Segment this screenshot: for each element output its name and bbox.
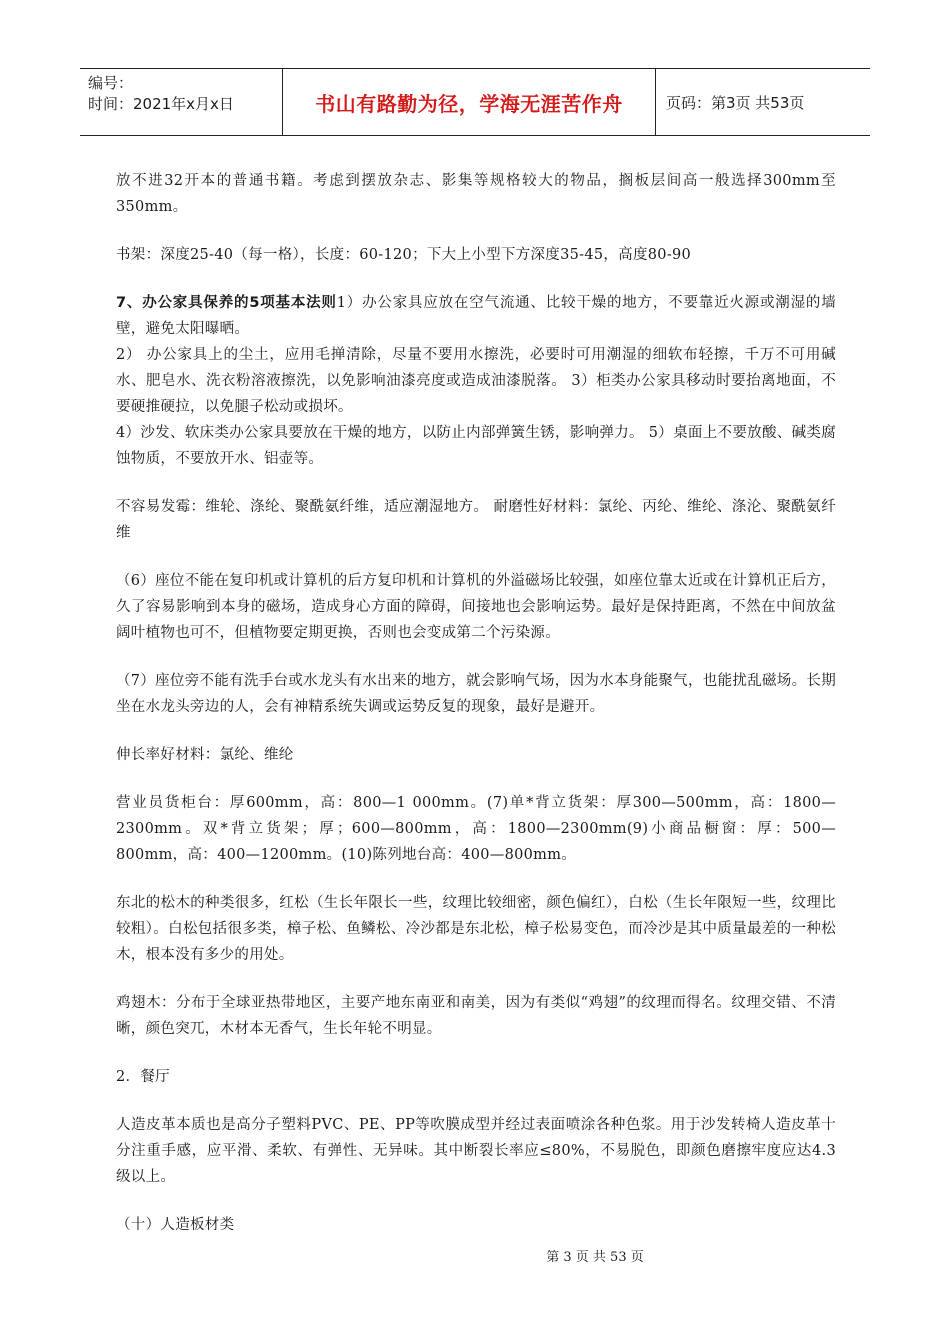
document-number-label: 编号： [88, 74, 134, 92]
paragraph: 伸长率好材料：氯纶、维纶 [116, 747, 294, 763]
header-page-info: 页码：第3页 共53页 [666, 93, 805, 112]
page-footer: 第 3 页 共 53 页 [546, 1250, 644, 1265]
paragraph: （7）座位旁不能有洗手台或水龙头有水出来的地方，就会影响气场，因为水本身能聚气，也能扰乱磁场。长期坐在水龙头旁边的人，会有神精系统失调或运势反复的现象，最好是避开。 [116, 673, 836, 715]
page-header [80, 68, 870, 136]
paragraph: 东北的松木的种类很多，红松（生长年限长一些，纹理比较细密，颜色偏红），白松（生长年限短一些，纹理比较粗）。白松包括很多类，樟子松、鱼鳞松、冷沙都是东北松，樟子松易变色，而冷沙是其中质量最差的一种松木，根本没有多少的用处。 [116, 895, 836, 963]
paragraph: 营业员货柜台：厚600mm，高：800—1 000mm。(7)单*背立货架：厚300—500mm，高：1800—2300mm。双*背立货架；厚；600—800mm，高：1800—2300mm(9)小商品橱窗：厚：500—800mm，高：400—1200mm。(10)陈列地台高：400—800mm。 [116, 795, 836, 863]
paragraph: 书架：深度25-40（每一格），长度：60-120；下大上小型下方深度35-45，高度80-90 [116, 247, 692, 263]
paragraph: 不容易发霉：维轮、涤纶、聚酰氨纤维，适应潮湿地方。 耐磨性好材料：氯纶、丙纶、维纶、涤沦、聚酰氨纤维 [116, 499, 836, 541]
paragraph: 2） 办公家具上的尘土，应用毛掸清除，尽量不要用水擦洗，必要时可用潮湿的细软布轻擦，千万不可用碱水、肥皂水、洗衣粉溶液擦洗，以免影响油漆亮度或造成油漆脱落。 3）柜类办公家具移动时要抬离地面，不要硬推硬拉，以免腿子松动或损坏。 [116, 347, 836, 415]
header-motto: 书山有路勤为径，学海无涯苦作舟 [282, 69, 656, 135]
maintenance-section [116, 290, 836, 472]
paragraph [116, 290, 836, 342]
section-heading: 7、办公家具保养的5项基本法则 [116, 295, 337, 311]
paragraph: （6）座位不能在复印机或计算机的后方复印机和计算机的外溢磁场比较强，如座位靠太近或在计算机正后方，久了容易影响到本身的磁场，造成身心方面的障碍，间接地也会影响运势。最好是保持距离，不然在中间放盆阔叶植物也可不，但植物要定期更换，否则也会变成第二个污染源。 [116, 573, 836, 641]
paragraph: 2．餐厅 [116, 1069, 170, 1085]
paragraph: 鸡翅木：分布于全球亚热带地区，主要产地东南亚和南美，因为有类似“鸡翅”的纹理而得名。纹理交错、不清晰，颜色突兀，木材本无香气，生长年轮不明显。 [116, 995, 836, 1037]
document-time-label: 时间：2021年x月x日 [88, 95, 234, 113]
section-body: 1）办公家具应放在空气流通、比较干燥的地方，不要靠近火源或潮湿的墙壁，避免太阳曝晒。 [116, 295, 836, 337]
paragraph: 人造皮革本质也是高分子塑料PVC、PE、PP等吹膜成型并经过表面喷涂各种色浆。用于沙发转椅人造皮革十分注重手感，应平滑、柔软、有弹性、无异味。其中断裂长率应≤80%，不易脱色，即颜色磨擦牢度应达4.3级以上。 [116, 1117, 836, 1185]
paragraph: （十）人造板材类 [116, 1217, 235, 1233]
paragraph: 4）沙发、软床类办公家具要放在干燥的地方，以防止内部弹簧生锈，影响弹力。 5）桌面上不要放酸、碱类腐蚀物质，不要放开水、铝壶等。 [116, 425, 836, 467]
paragraph: 放不进32开本的普通书籍。考虑到摆放杂志、影集等规格较大的物品，搁板层间高一般选择300mm至350mm。 [116, 173, 836, 215]
document-body [116, 168, 836, 1260]
header-meta [80, 69, 282, 135]
